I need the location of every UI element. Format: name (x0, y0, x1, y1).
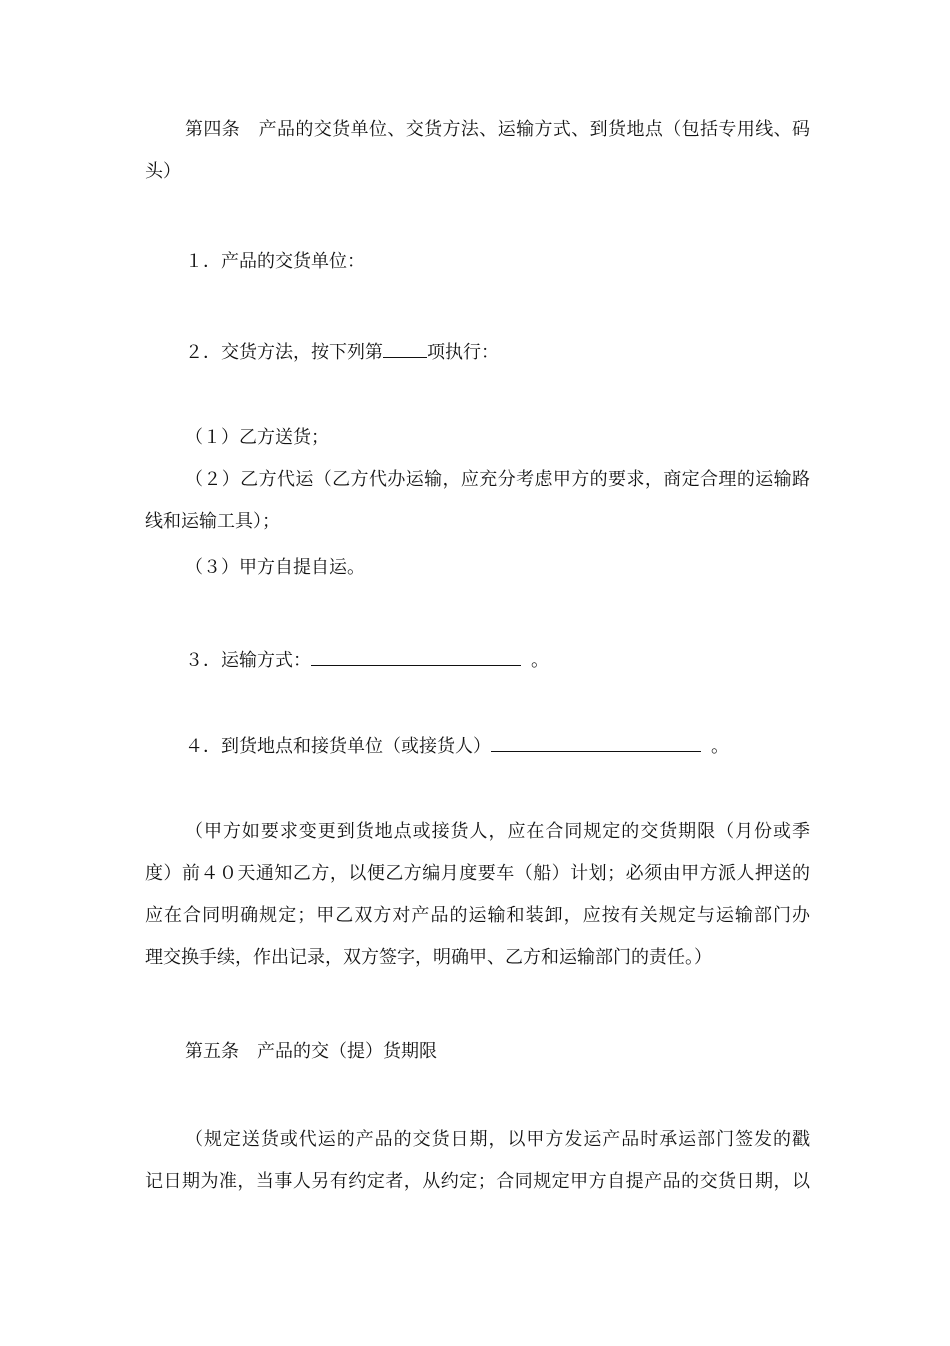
item3-transport-mode (185, 646, 850, 673)
item4-arrival-place (185, 732, 850, 759)
note-line3: 应在合同明确规定；甲乙双方对产品的运输和装卸，应按有关规定与运输部门办 (145, 905, 810, 926)
item3-prefix: ３．运输方式： (185, 650, 311, 671)
option3-buyer-pickup: （３）甲方自提自运。 (185, 557, 365, 578)
item2-prefix: ２．交货方法，按下列第 (185, 342, 383, 363)
article4-title-line1: 第四条 产品的交货单位、交货方法、运输方式、到货地点（包括专用线、码 (185, 119, 810, 140)
item3-suffix: 。 (531, 650, 549, 671)
note-line1: （甲方如要求变更到货地点或接货人，应在合同规定的交货期限（月份或季 (185, 821, 810, 842)
option1-seller-delivers: （１）乙方送货； (185, 427, 329, 448)
article5-para-line1: （规定送货或代运的产品的交货日期，以甲方发运产品时承运部门签发的戳 (185, 1129, 810, 1150)
item3-blank-field[interactable] (311, 646, 521, 666)
item2-suffix: 项执行： (427, 342, 499, 363)
item2-delivery-method (185, 338, 850, 365)
item4-blank-field[interactable] (491, 732, 701, 752)
article5-para-line2: 记日期为准，当事人另有约定者，从约定；合同规定甲方自提产品的交货日期，以 (145, 1171, 810, 1192)
option2-line1: （２）乙方代运（乙方代办运输，应充分考虑甲方的要求，商定合理的运输路 (185, 469, 810, 490)
note-line4: 理交换手续，作出记录，双方签字，明确甲、乙方和运输部门的责任。） (145, 947, 712, 968)
item2-blank-field[interactable] (383, 338, 427, 358)
article5-title: 第五条 产品的交（提）货期限 (185, 1041, 437, 1062)
item4-suffix: 。 (711, 736, 729, 757)
option2-line2: 线和运输工具）； (145, 511, 280, 532)
item4-prefix: ４．到货地点和接货单位（或接货人） (185, 736, 491, 757)
item1-delivery-unit: １．产品的交货单位： (185, 251, 365, 272)
article4-title-line2: 头） (145, 161, 181, 182)
note-line2: 度）前４０天通知乙方，以便乙方编月度要车（船）计划；必须由甲方派人押送的 (145, 863, 810, 884)
